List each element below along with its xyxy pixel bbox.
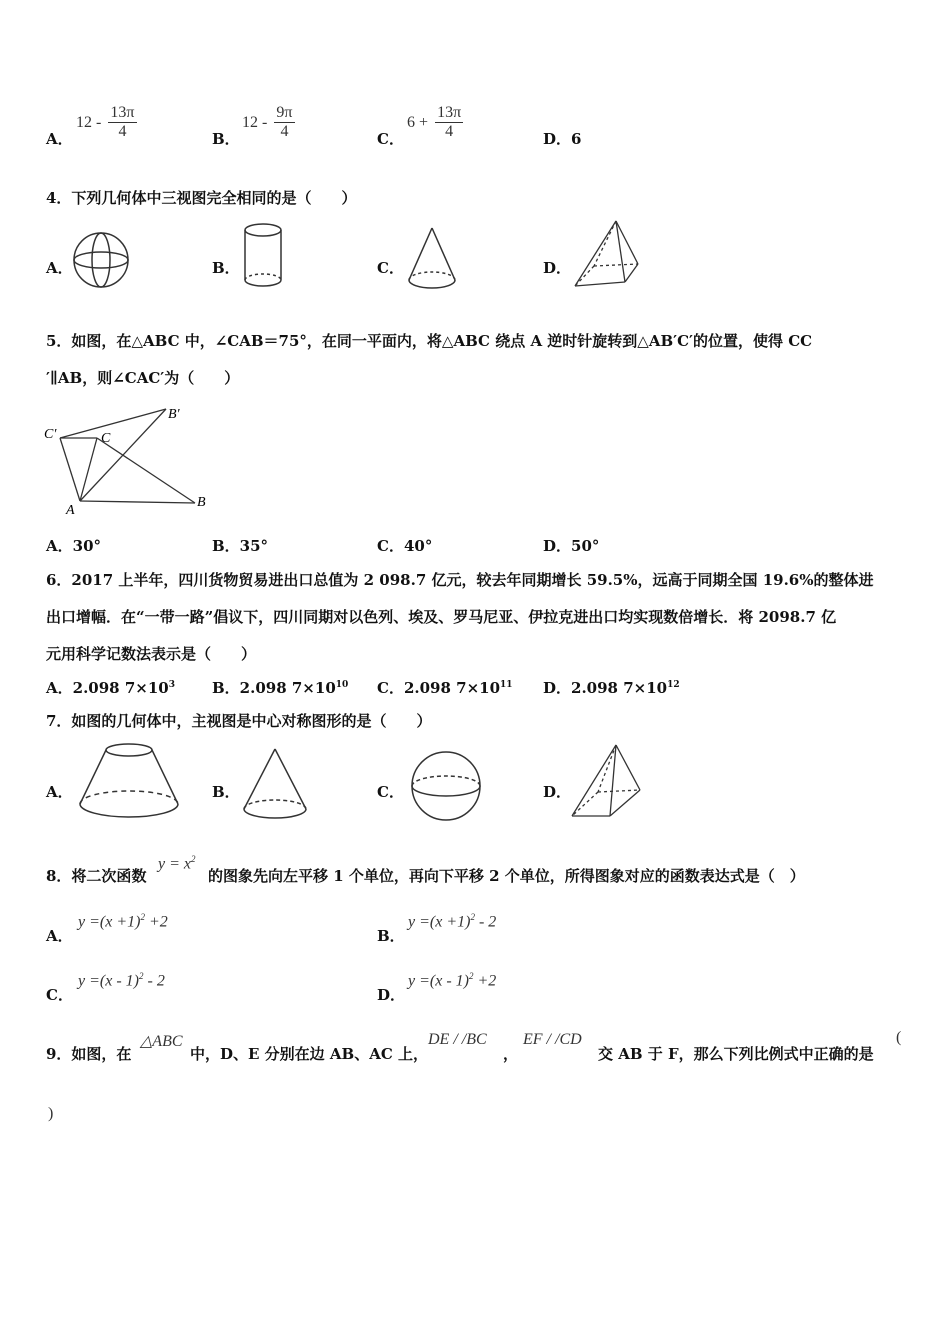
q9-close-paren: ) <box>48 1105 54 1122</box>
q4-stem: 4．下列几何体中三视图完全相同的是（ ） <box>46 189 357 207</box>
q7-option-a-label: A． <box>46 783 73 801</box>
q9-relation-2: EF / /CD <box>523 1031 582 1048</box>
q8-option-a-expr: $y =(x +1)^2 +2$ <box>78 912 168 931</box>
label-b: B <box>197 495 206 510</box>
q7-stem: 7．如图的几何体中，主视图是中心对称图形的是（ ） <box>46 712 432 730</box>
q4-option-c-label: C． <box>377 259 404 277</box>
q4-option-a-label: A． <box>46 259 73 277</box>
q9-relation-1: DE / /BC <box>428 1031 487 1048</box>
q8-option-d-expr: y =(x - 1)$^2$ +2 <box>408 971 497 990</box>
q6-line1: 6．2017 上半年，四川货物贸易进出口总值为 2 098.7 亿元，较去年同期增长 59.5%，远高于同期全国 19.6%的整体进 <box>46 571 874 589</box>
pyramid-figure-2 <box>568 742 648 826</box>
q5-option-b: B．35° <box>212 537 269 555</box>
label-a: A <box>66 503 75 518</box>
cone-figure <box>404 224 462 294</box>
q3-option-a-expr: 12 - $\frac{13\pi}{4}$ <box>76 104 135 140</box>
sphere-figure <box>72 228 132 292</box>
q8-option-c-expr: y =(x - 1)$^2$ - 2 <box>78 971 165 990</box>
q9-mid: 中，D、E 分别在边 AB、AC 上， <box>190 1045 429 1063</box>
q6-option-c: C．2.098 $7\times 10^{11}$ <box>377 679 513 697</box>
q9-comma: ， <box>503 1045 519 1063</box>
q3-option-d: D．6 <box>543 130 582 148</box>
rotation-triangle-figure <box>40 400 220 520</box>
label-b-prime: B′ <box>168 407 180 422</box>
q3-option-b-expr: 12 - $\frac{9\pi}{4}$ <box>242 104 293 140</box>
q8-function: $y = x^2$ <box>158 854 196 873</box>
label-c: C <box>101 431 111 446</box>
label-c-prime: C′ <box>44 427 57 442</box>
cylinder-figure <box>240 220 288 292</box>
q8-option-b-expr: $y =(x +1)^2 - 2$ <box>408 912 497 931</box>
q5-stem-line2: ′∥AB，则∠CAC′为（ ） <box>46 369 240 387</box>
cone-figure-2 <box>240 745 310 825</box>
q5-option-d: D．50° <box>543 537 600 555</box>
sphere-figure-2 <box>408 748 484 824</box>
q6-option-a: A．2.098 $7\times 10^3$ <box>46 679 175 697</box>
q3-option-c-expr: 6 + $\frac{13\pi}{4}$ <box>407 104 462 140</box>
q9-open-paren: ( <box>896 1029 902 1046</box>
q6-option-b: B．2.098 $7\times 10^{10}$ <box>212 679 349 697</box>
q3-option-a-label: A． <box>46 130 73 148</box>
pyramid-figure <box>570 218 644 294</box>
q9-triangle: △ABC <box>140 1033 183 1050</box>
q7-option-d-label: D． <box>543 783 572 801</box>
q8-option-b-label: B． <box>377 927 405 945</box>
q9-pre: 9．如图，在 <box>46 1045 132 1063</box>
q9-post: 交 AB 于 F，那么下列比例式中正确的是 <box>598 1045 874 1063</box>
q5-stem-line1: 5．如图，在△ABC 中，∠CAB＝75°，在同一平面内，将△ABC 绕点 A 逆时针旋转到△AB′C′的位置，使得 CC <box>46 332 813 350</box>
q4-option-d-label: D． <box>543 259 572 277</box>
q5-option-a: A．30° <box>46 537 102 555</box>
q7-option-c-label: C． <box>377 783 404 801</box>
q5-option-c: C．40° <box>377 537 433 555</box>
q7-option-b-label: B． <box>212 783 240 801</box>
q8-option-a-label: A． <box>46 927 73 945</box>
q3-option-c-label: C． <box>377 130 404 148</box>
q8-option-d-label: D． <box>377 986 406 1004</box>
q8-stem-post: 的图象先向左平移 1 个单位，再向下平移 2 个单位，所得图象对应的函数表达式是（ ） <box>208 867 805 885</box>
q8-stem-pre: 8．将二次函数 <box>46 867 147 885</box>
frustum-figure <box>76 740 182 824</box>
q6-line2: 出口增幅．在“一带一路”倡议下，四川同期对以色列、埃及、罗马尼亚、伊拉克进出口均实现数倍增长．将 2098.7 亿 <box>46 608 837 626</box>
q4-option-b-label: B． <box>212 259 240 277</box>
q3-option-b-label: B． <box>212 130 240 148</box>
q6-option-d: D．2.098 $7\times 10^{12}$ <box>543 679 680 697</box>
q6-line3: 元用科学记数法表示是（ ） <box>46 645 257 663</box>
q8-option-c-label: C． <box>46 986 73 1004</box>
